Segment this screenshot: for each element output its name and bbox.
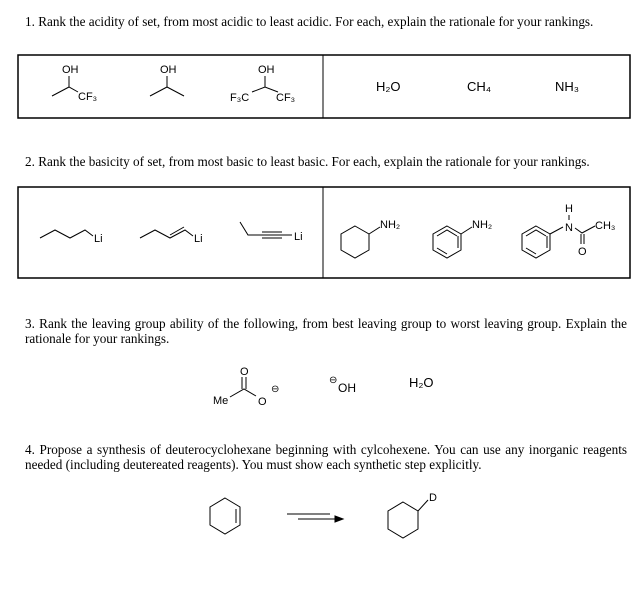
cf3-label: CF₃ [276, 92, 296, 104]
deuterocyclohexane-structure [388, 492, 437, 538]
basicity-table [18, 187, 630, 278]
d-label: D [429, 492, 437, 504]
oh-label: OH [160, 64, 177, 76]
butyllithium-structure [40, 230, 103, 245]
f3c-label: F₃C [230, 92, 250, 104]
methane-label: CH₄ [467, 79, 492, 94]
question-1-text: 1. Rank the acidity of set, from most acidic to least acidic. For each, explain the rationale for your rankings. [25, 14, 594, 29]
n-label: N [565, 222, 573, 234]
acidity-table [18, 55, 630, 118]
reaction-arrow [287, 514, 343, 522]
nh2-label: NH₂ [472, 219, 493, 231]
water-label: H₂O [376, 79, 401, 94]
ammonia-label: NH₃ [555, 79, 580, 94]
butenyllithium-structure [140, 227, 203, 245]
isopropanol-structure [150, 64, 184, 96]
oh-label: OH [258, 64, 275, 76]
question-4-text: 4. Propose a synthesis of deuterocyclohexane beginning with cylcohexene. You can use any inorganic reagents needed (including deutereated reagents). You must show each synthetic step explicitly. [25, 442, 627, 472]
cf3-label: CF₃ [78, 91, 98, 103]
acetate-structure [213, 366, 279, 408]
h-label: H [565, 203, 573, 215]
hexafluoroisopropanol-structure [230, 64, 295, 104]
cyclohexylamine-structure [341, 219, 400, 258]
li-label: Li [294, 231, 303, 243]
question-2-text: 2. Rank the basicity of set, from most basic to least basic. For each, explain the rationale for your rankings. [25, 154, 590, 169]
aniline-structure [433, 219, 492, 258]
nh2-label: NH₂ [380, 219, 401, 231]
me-label: Me [213, 395, 229, 407]
acetanilide-structure [522, 203, 615, 258]
ch3-label: CH₃ [595, 220, 616, 232]
o-label: O [578, 246, 587, 258]
li-label: Li [94, 233, 103, 245]
hydroxide-structure [329, 375, 356, 395]
negative-charge-icon: ⊖ [329, 375, 338, 386]
hydroxide-label: OH [338, 381, 356, 395]
negative-charge-icon: ⊖ [271, 384, 280, 395]
water-label: H₂O [409, 375, 434, 390]
trifluoroisopropanol-structure [52, 64, 97, 103]
question-3-text: 3. Rank the leaving group ability of the following, from best leaving group to worst leaving group. Explain the rationale for your rankings. [25, 316, 627, 346]
li-label: Li [194, 233, 203, 245]
oh-label: OH [62, 64, 79, 76]
butynyllithium-structure [240, 222, 303, 243]
o-label: O [258, 396, 267, 408]
o-label: O [240, 366, 249, 378]
cyclohexene-structure [210, 498, 240, 534]
